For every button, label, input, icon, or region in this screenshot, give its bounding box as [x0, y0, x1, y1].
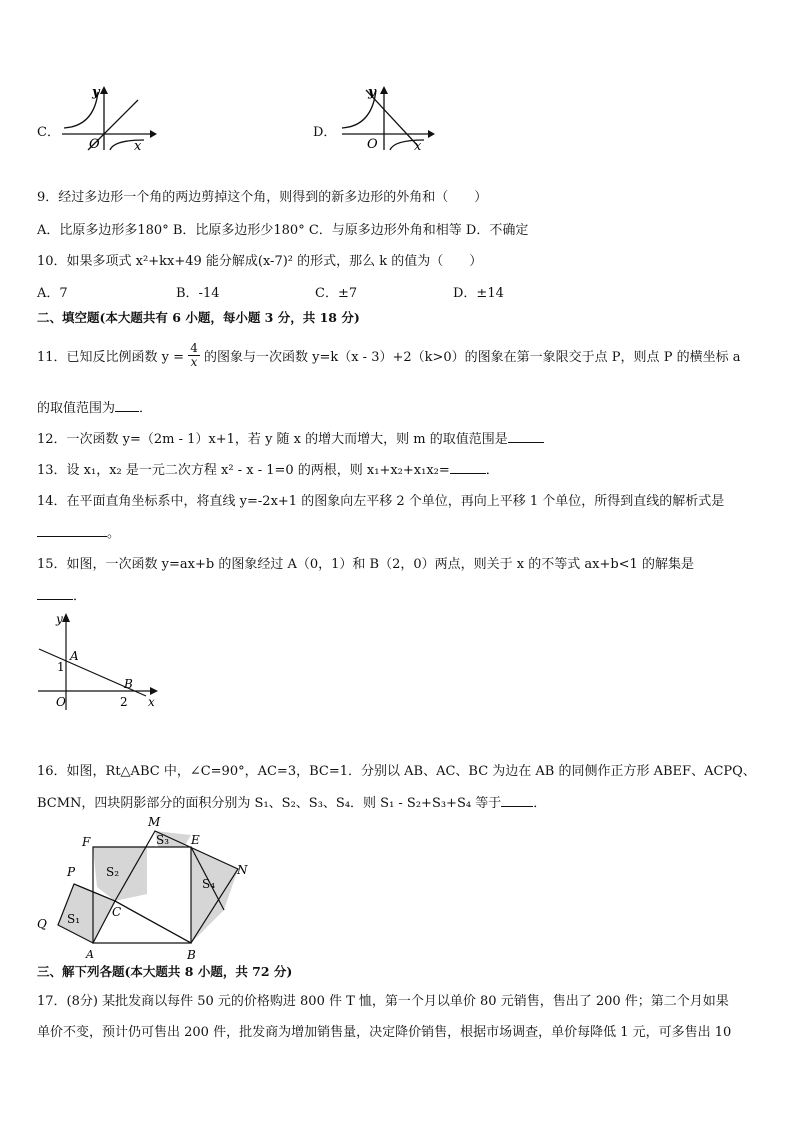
q11-line1: [37, 342, 740, 369]
q16-figure: [34, 812, 256, 962]
q16-fig-s3: S₃: [156, 833, 170, 847]
q8c-axis-y: y: [92, 85, 100, 100]
q13-line: [37, 459, 499, 478]
q15-fig-y: y: [56, 612, 63, 626]
q15-fig-two: 2: [120, 695, 128, 709]
q16-end: ．: [533, 796, 547, 811]
q12-text: 12．一次函数 y=（2m - 1）x+1，若 y 随 x 的增大而增大，则 m 的取值范围是: [37, 432, 508, 447]
q15-answer-blank[interactable]: [37, 586, 73, 600]
q8-graph-d: [338, 84, 438, 152]
q11-line2-end: ．: [139, 401, 153, 416]
section-3-heading: 三、解下列各题(本大题共 8 小题，共 72 分): [37, 964, 293, 979]
q15-fig-one: 1: [57, 660, 65, 674]
q11-pre: 11．已知反比例函数 y =: [37, 350, 185, 365]
q15-text: 15．如图，一次函数 y=ax+b 的图象经过 A（0，1）和 B（2，0）两点，则关于 x 的不等式 ax+b<1 的解集是: [37, 557, 694, 572]
q16-fig-n: N: [237, 863, 248, 877]
q16-fig-c: C: [112, 905, 122, 919]
q16-fig-b: B: [187, 948, 196, 962]
q15-end: ．: [73, 589, 87, 604]
q15-fig-o: O: [56, 695, 66, 709]
q11-frac-num: 4: [190, 341, 198, 355]
q8c-axis-x: x: [134, 139, 142, 152]
q16-line2-text: BCMN，四块阴影部分的面积分别为 S₁、S₂、S₃、S₄．则 S₁ - S₂+S₃+S₄ 等于: [37, 796, 502, 811]
q16-fig-s4: S₄: [202, 877, 216, 891]
q16-line1: 16．如图，Rt△ABC 中，∠C=90°，AC=3，BC=1．分别以 AB、AC、BC 为边在 AB 的同侧作正方形 ABEF、ACPQ、: [37, 764, 756, 779]
q10-stem: 10．如果多项式 x²+kx+49 能分解成(x-7)² 的形式，那么 k 的值为（ ）: [37, 254, 483, 269]
q8-option-d-label: D．: [313, 125, 337, 140]
q13-answer-blank[interactable]: [450, 460, 486, 474]
q16-answer-blank[interactable]: [501, 793, 533, 807]
q16-fig-f: F: [82, 835, 91, 849]
q14-text: 14．在平面直角坐标系中，将直线 y=-2x+1 的图象向左平移 2 个单位，再向上平移 1 个单位，所得到直线的解析式是: [37, 494, 725, 509]
q12-line: [37, 428, 544, 447]
q16-fig-s1: S₁: [67, 912, 81, 926]
q15-figure: [36, 610, 162, 712]
q17-line1: 17．(8分) 某批发商以每件 50 元的价格购进 800 件 T 恤，第一个月以单价 80 元销售，售出了 200 件；第二个月如果: [37, 994, 729, 1009]
q11-line2: [37, 397, 152, 416]
q16-fig-a: A: [86, 948, 94, 961]
q13-end: ．: [485, 463, 499, 478]
q11-line2-text: 的取值范围为: [37, 401, 116, 416]
q8c-origin: O: [89, 137, 100, 152]
q15-fig-x: x: [148, 695, 155, 709]
q10-option-a: A．7: [37, 286, 68, 301]
q13-text: 13．设 x₁，x₂ 是一元二次方程 x² - x - 1=0 的两根，则 x₁+x₂+x₁x₂=: [37, 463, 450, 478]
q9-stem: 9．经过多边形一个角的两边剪掉这个角，则得到的新多边形的外角和（ ）: [37, 190, 488, 205]
q10-option-b: B．-14: [176, 286, 220, 301]
q10-option-d: D．±14: [453, 286, 504, 301]
q16-fig-q: Q: [37, 917, 47, 931]
q11-fraction: [188, 342, 200, 369]
q14-answer-blank[interactable]: [37, 523, 107, 537]
q16-fig-e: E: [191, 833, 200, 847]
q17-line2: 单价不变，预计仍可售出 200 件，批发商为增加销售量，决定降价销售，根据市场调查，单价每降低 1 元，可多售出 10: [37, 1025, 732, 1040]
q8-option-c-label: C．: [37, 125, 60, 140]
q10-option-c: C．±7: [315, 286, 358, 301]
q12-answer-blank[interactable]: [508, 429, 544, 443]
q14-line2: [37, 522, 120, 541]
q11-answer-blank[interactable]: [115, 398, 139, 412]
q16-line2: [37, 792, 546, 811]
q8d-axis-x: x: [414, 139, 422, 152]
q15-fig-a: A: [70, 649, 79, 663]
q9-options: A．比原多边形多180° B．比原多边形少180° C．与原多边形外角和相等 D．不确定: [37, 223, 529, 238]
q15-fig-b: B: [124, 677, 133, 691]
q16-fig-m: M: [148, 815, 161, 829]
q8d-origin: O: [367, 137, 378, 152]
q8d-axis-y: y: [368, 85, 376, 100]
q8-graph-c: [58, 84, 158, 152]
q11-post: 的图象与一次函数 y=k（x - 3）+2（k>0）的图象在第一象限交于点 P，则点 P 的横坐标 a: [203, 350, 741, 365]
q15-line2: [37, 585, 86, 604]
q16-fig-p: P: [67, 865, 76, 879]
q11-frac-den: x: [190, 355, 198, 369]
q16-fig-s2: S₂: [106, 865, 120, 879]
section-2-heading: 二、填空题(本大题共有 6 小题，每小题 3 分，共 18 分): [37, 310, 360, 325]
q14-end: 。: [107, 526, 121, 541]
